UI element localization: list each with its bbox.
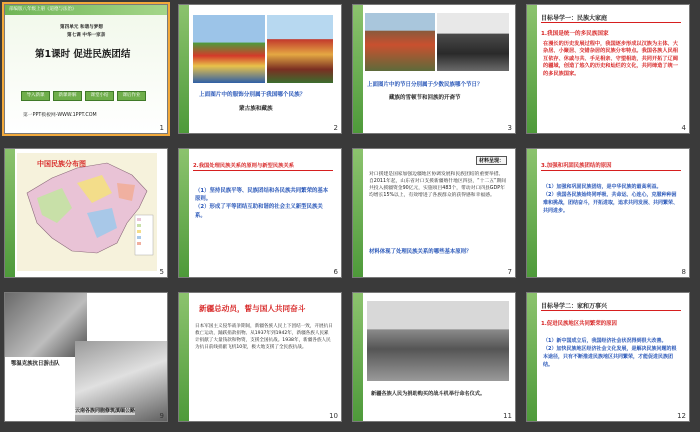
slide-side-band (353, 5, 363, 133)
slide-number: 3 (507, 124, 512, 132)
slide-thumbnail-3[interactable] (352, 4, 516, 134)
slide-heading: 3.加强和巩固民族团结的原因 (541, 163, 612, 169)
nav-button-lecture[interactable]: 新课讲解 (53, 91, 82, 101)
slide-thumbnail-10[interactable] (178, 292, 342, 422)
ethnic-map-image (17, 153, 157, 271)
slide-side-band (527, 5, 537, 133)
slide-question: 材料体现了处理民族关系的哪些基本原则？ (369, 249, 472, 255)
slide-heading: 目标导学一：民族大家庭 (541, 15, 608, 22)
slide-number: 10 (329, 412, 338, 420)
heading-underline (541, 22, 681, 23)
slide-answer: 藏族的雪顿节和回族的开斋节 (389, 95, 461, 101)
slide-number: 12 (677, 412, 686, 420)
slide-thumbnail-7[interactable] (352, 148, 516, 278)
slide-thumbnail-9[interactable] (4, 292, 168, 422)
map-title: 中国民族分布图 (37, 160, 86, 168)
heading-underline (541, 310, 681, 311)
slide-thumbnail-5[interactable] (4, 148, 168, 278)
slide-body: 日本军国主义侵华战争期间，新疆各族人民上下团结一致，开展抗日救亡运动，踊跃捐款捐物。从1937年到1942年，新疆各族人民累计捐献了大量钱款和物资，支援全国抗战。1938年，新疆各族人民为抗日前线捐献飞机10架，极大地支援了全民族抗战。 (195, 324, 333, 350)
heading-underline (541, 170, 681, 171)
shoton-festival-photo (365, 13, 435, 71)
slide-side-band (5, 149, 15, 277)
slide-subheading: 1.我国是统一的多民族国家 (541, 31, 609, 37)
photo-caption-2: 云南各族同胞修筑滇缅公路 (75, 408, 136, 414)
photo-caption: 新疆各族人民为捐助购买的战斗机举行命名仪式。 (371, 391, 486, 397)
eid-festival-photo (437, 13, 509, 71)
slide-question: 上面图片中的服饰分别属于我国哪个民族？ (199, 92, 306, 98)
slide-heading: 目标导学二：家和万事兴 (541, 303, 608, 310)
nav-button-homework[interactable]: 课后作业 (117, 91, 146, 101)
material-badge: 材料呈现： (476, 156, 507, 165)
unit-label: 第四单元 和谐与梦想 (60, 25, 103, 30)
nav-button-summary[interactable]: 课堂小结 (85, 91, 114, 101)
photo-caption-1: 鄂温克族抗日游击队 (11, 361, 60, 367)
slide-thumbnail-6[interactable] (178, 148, 342, 278)
slide-number: 2 (333, 124, 338, 132)
slide-body: 在漫长的历史发展过程中，我国逐步形成以汉族为主体、大杂居、小聚居、交错杂居的民族分布特点。我国各族人民相互依存、休戚与共、手足相亲、守望相助，共同开拓了辽阔的疆域，创造了悠久的历史和灿烂的文化，共同缔造了统一的多民族国家。 (543, 41, 678, 77)
slide-header-text: 部编版八年级上册《道德与法治》 (9, 7, 77, 12)
slide-thumbnail-12[interactable] (526, 292, 690, 422)
slide-thumbnail-1[interactable] (4, 4, 168, 134)
slide-side-band (353, 293, 363, 421)
slide-heading: 2.我国处理民族关系的原则与新型民族关系 (193, 163, 295, 169)
slide-side-band (179, 5, 189, 133)
slide-body: （1）加强和巩固民族团结，是中华民族的最高利益。 （2）我国各民族始终同呼吸、共命运、心连心，克服种种困难和挑战，团结奋斗，开拓进取，追求共同发展、共同繁荣、共同进步。 (543, 184, 679, 214)
slide-number: 11 (503, 412, 512, 420)
slide-side-band (179, 149, 189, 277)
naming-ceremony-photo (367, 301, 509, 381)
slide-number: 5 (159, 268, 164, 276)
slide-footer: 第一PPT模板网-WWW.1PPT.COM (23, 113, 97, 118)
slide-number: 8 (681, 268, 686, 276)
slide-side-band (353, 149, 363, 277)
slide-thumbnail-8[interactable] (526, 148, 690, 278)
slide-side-band (527, 149, 537, 277)
slide-subheading: 1.促进民族地区共同繁荣的原因 (541, 321, 617, 327)
slide-title: 第1课时 促进民族团结 (35, 49, 131, 60)
slide-body: （1）坚持民族平等、民族团结和各民族共同繁荣的基本原则。 （2）形成了平等团结互助和谐的社会主义新型民族关系。 (195, 188, 329, 219)
tibetan-costume-photo (267, 15, 333, 83)
slide-body: 对口援建是国家加强边疆地区协调发展和民族团结的重要举措。自2011年起，山东省对口支援新疆喀什地区四县，“十二五”期间共投入援疆资金90亿元，实施项目483个，带动对口四县GDP年均增长15%以上，有效增进了各族群众的获得感和幸福感。 (369, 172, 507, 198)
slide-number: 4 (681, 124, 686, 132)
mongolian-costume-photo (193, 15, 265, 83)
heading-underline (193, 170, 333, 171)
slide-title: 新疆总动员，誓与国人共同奋斗 (199, 304, 306, 313)
lesson-label: 第七课 中华一家亲 (67, 33, 106, 38)
slide-side-band (179, 293, 189, 421)
slide-side-band (527, 293, 537, 421)
slide-body: （1）新中国成立后，我国经济社会状况得到很大改善。 （2）加快民族地区经济社会文化发展，是解决民族问题的根本途径，只有不断推进民族地区共同繁荣，才能促进民族团结。 (543, 338, 677, 368)
nav-button-intro[interactable]: 导入新课 (21, 91, 50, 101)
slide-number: 6 (333, 268, 338, 276)
slide-number: 1 (159, 124, 164, 132)
slide-question: 上面图片中的节日分别属于少数民族哪个节日？ (367, 82, 483, 88)
slide-thumbnail-4[interactable] (526, 4, 690, 134)
slide-number: 7 (507, 268, 512, 276)
slide-answer: 蒙古族和藏族 (239, 106, 273, 112)
china-map-graphic (17, 153, 157, 271)
slide-thumbnail-2[interactable] (178, 4, 342, 134)
slide-number: 9 (159, 412, 164, 420)
slide-thumbnail-11[interactable] (352, 292, 516, 422)
